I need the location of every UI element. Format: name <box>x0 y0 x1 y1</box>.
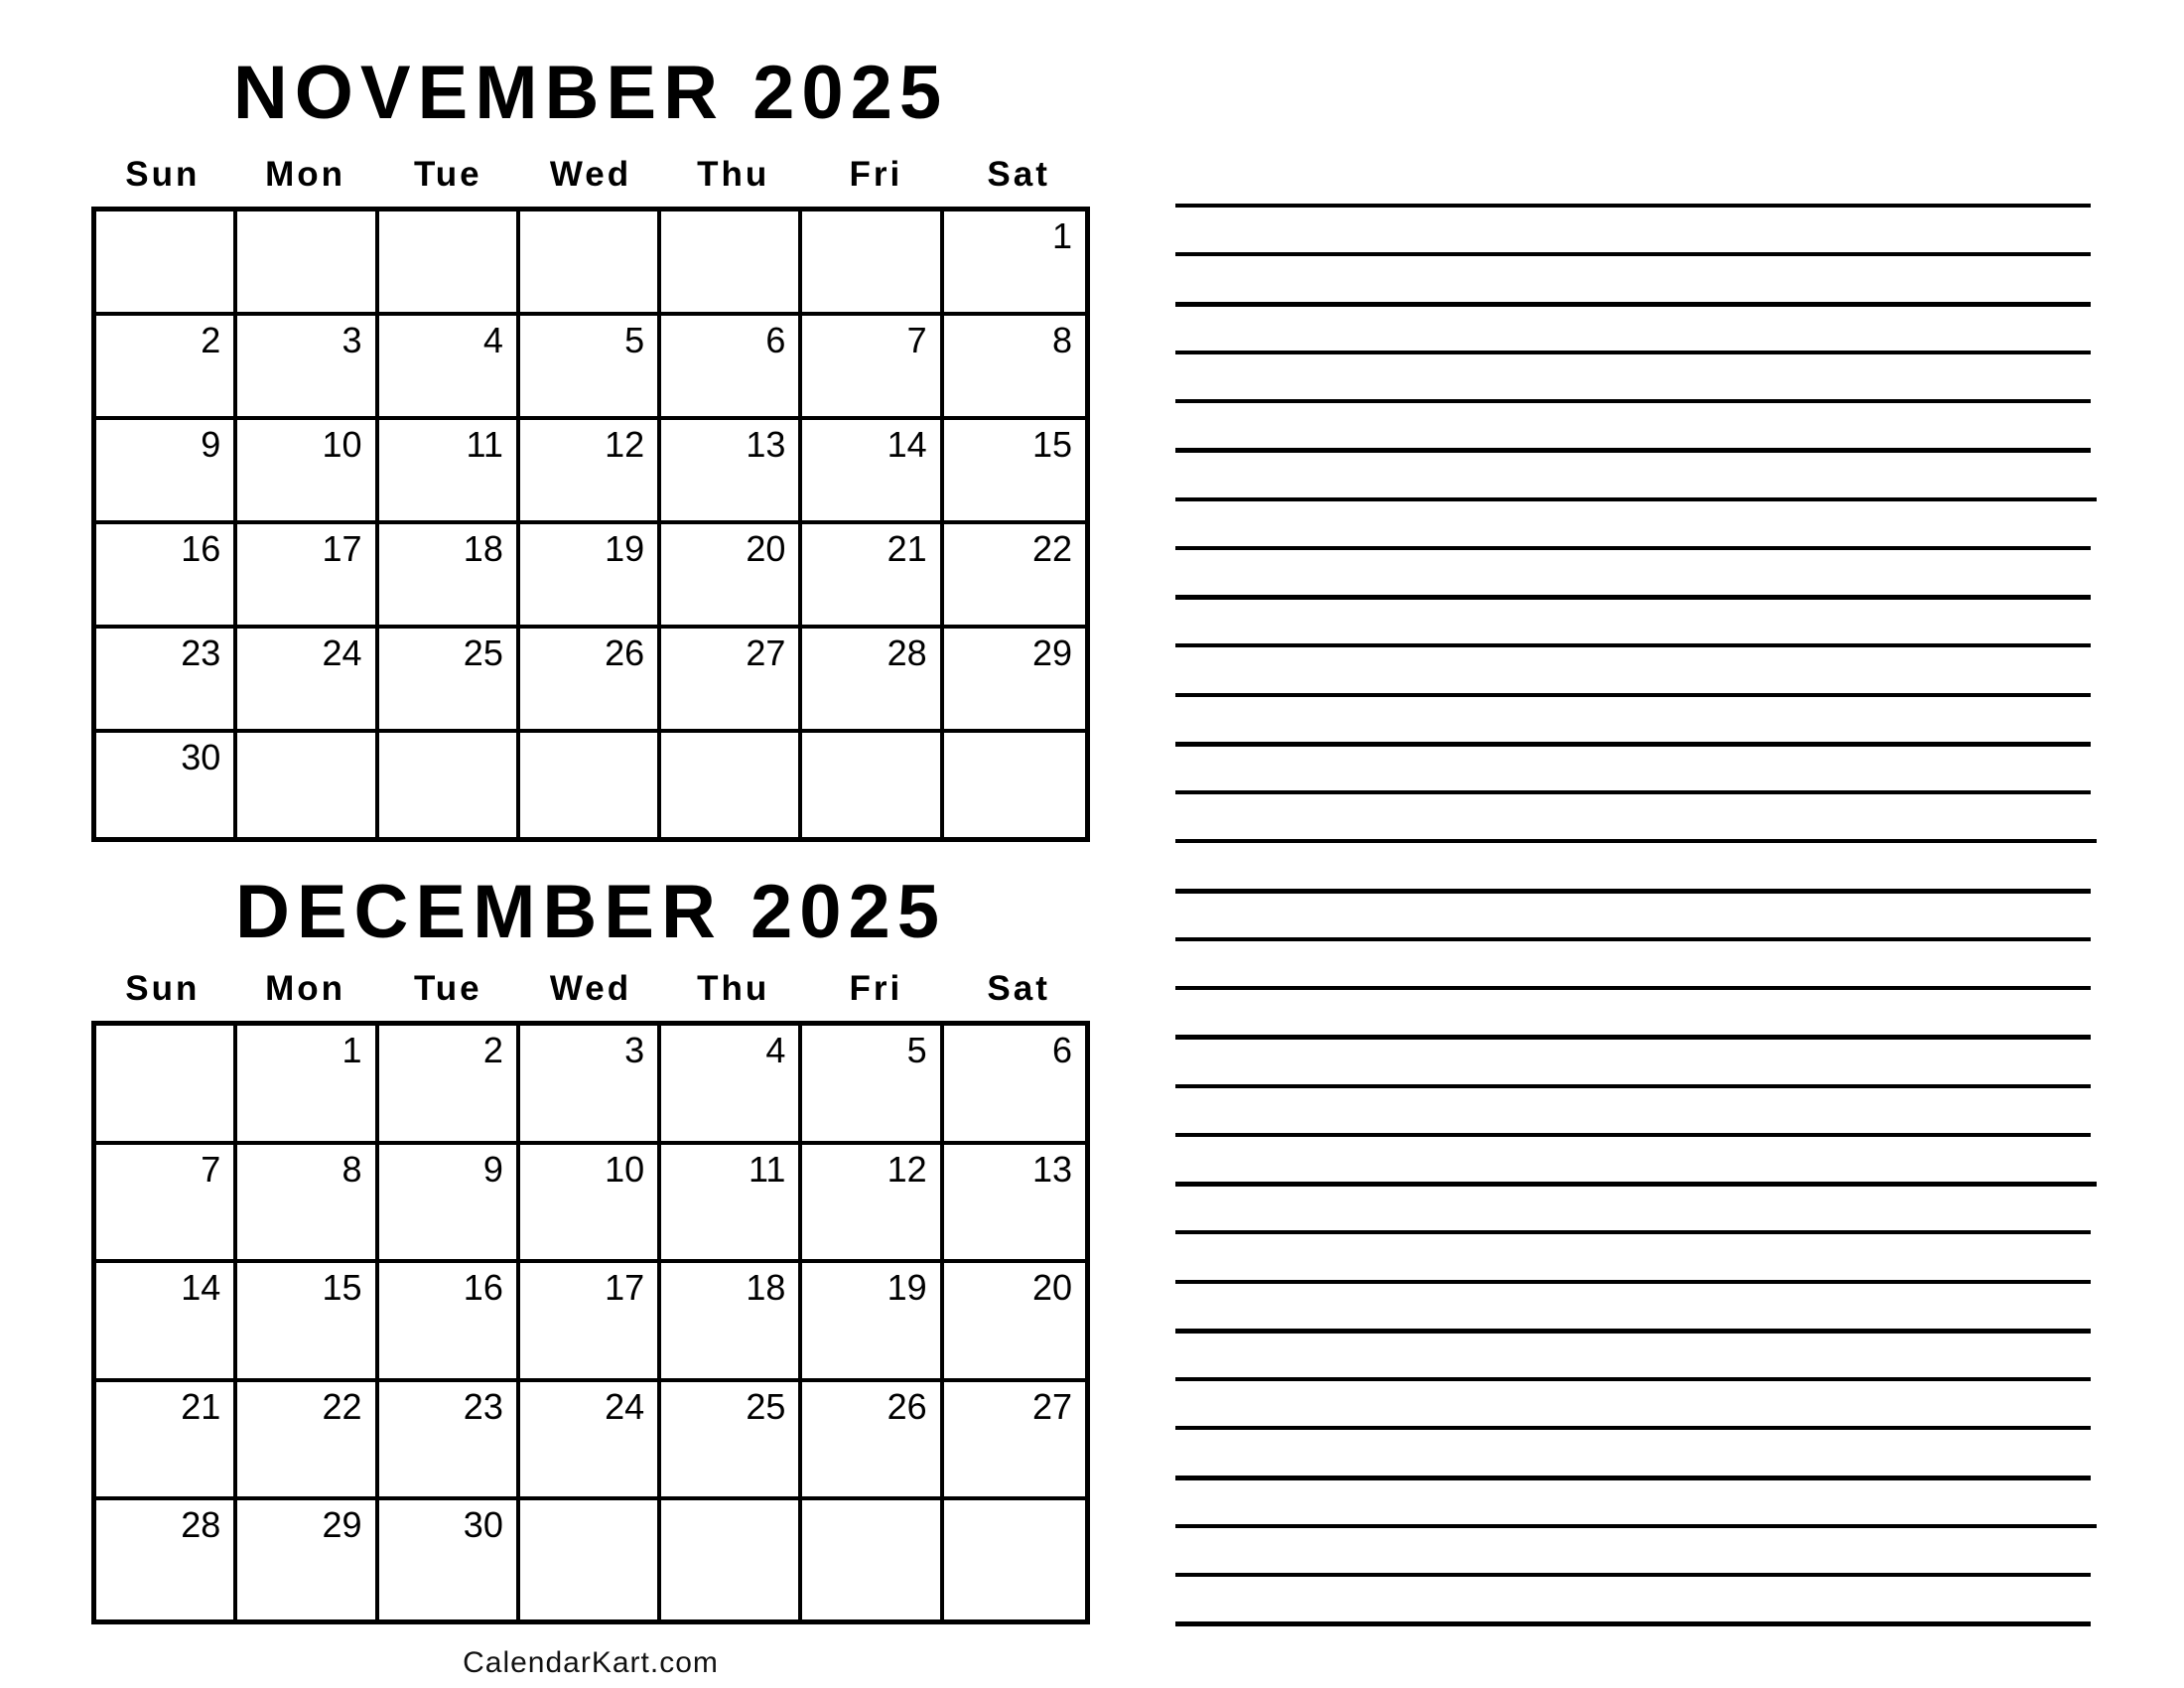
november-grid <box>91 207 1090 842</box>
day-number: 12 <box>887 1148 927 1190</box>
day-number: 23 <box>463 1385 503 1427</box>
note-line <box>1175 595 2091 600</box>
november-weekday-header <box>91 153 1090 197</box>
note-line <box>1175 204 2091 208</box>
day-cell <box>379 1145 520 1264</box>
day-cell <box>802 629 943 733</box>
day-cell <box>944 629 1085 733</box>
day-cell <box>379 1026 520 1145</box>
day-number: 11 <box>749 1148 786 1190</box>
day-cell <box>520 524 661 629</box>
day-number: 10 <box>322 424 362 465</box>
day-cell <box>520 316 661 420</box>
note-line <box>1175 448 2091 453</box>
day-number: 7 <box>906 320 927 360</box>
day-cell <box>944 1500 1085 1619</box>
day-number: 19 <box>605 528 645 569</box>
day-cell <box>520 629 661 733</box>
note-line <box>1175 1133 2091 1137</box>
day-number: 24 <box>322 633 362 673</box>
note-line <box>1175 1280 2091 1284</box>
day-cell <box>379 420 520 524</box>
day-cell <box>802 1500 943 1619</box>
day-number: 21 <box>887 528 927 569</box>
day-cell <box>379 1500 520 1619</box>
day-number: 17 <box>322 528 362 569</box>
day-cell <box>379 1263 520 1382</box>
day-cell <box>379 316 520 420</box>
note-line <box>1175 1035 2091 1040</box>
day-number: 28 <box>887 633 927 673</box>
day-number: 20 <box>1031 1267 1072 1309</box>
day-cell <box>802 1382 943 1501</box>
november-title: NOVEMBER 2025 <box>232 51 949 135</box>
day-cell <box>379 211 520 316</box>
day-cell <box>661 1500 802 1619</box>
day-number: 29 <box>322 1504 362 1546</box>
note-line <box>1175 1621 2091 1626</box>
day-cell <box>96 316 237 420</box>
day-number: 6 <box>765 320 786 360</box>
note-line <box>1175 1524 2097 1528</box>
weekday-label: Tue <box>413 155 482 194</box>
day-cell <box>520 1500 661 1619</box>
day-number: 16 <box>181 528 221 569</box>
day-number: 2 <box>482 1030 503 1070</box>
day-cell <box>661 1026 802 1145</box>
december-grid <box>91 1021 1090 1624</box>
weekday-label: Sat <box>987 155 1050 194</box>
note-line <box>1175 1426 2091 1430</box>
day-cell <box>96 629 237 733</box>
day-number: 10 <box>605 1148 645 1190</box>
note-line <box>1175 252 2091 256</box>
day-number: 2 <box>201 320 221 360</box>
weekday-label: Tue <box>413 969 482 1008</box>
day-cell <box>661 1145 802 1264</box>
day-number: 5 <box>906 1030 927 1070</box>
note-line <box>1175 889 2091 894</box>
day-number: 18 <box>463 528 503 569</box>
note-line <box>1175 643 2091 647</box>
note-line <box>1175 497 2097 501</box>
note-line <box>1175 302 2091 307</box>
day-cell <box>520 420 661 524</box>
weekday-label: Sat <box>987 969 1050 1008</box>
note-line <box>1175 1084 2091 1088</box>
day-cell <box>661 420 802 524</box>
note-line <box>1175 1329 2091 1334</box>
day-cell <box>802 211 943 316</box>
weekday-label: Sun <box>125 155 201 194</box>
day-cell <box>237 420 378 524</box>
day-number: 15 <box>322 1267 362 1309</box>
day-number: 20 <box>746 528 786 569</box>
day-number: 4 <box>765 1030 786 1070</box>
day-number: 22 <box>322 1385 362 1427</box>
footer-brand: CalendarKart.com <box>463 1646 719 1679</box>
day-cell <box>802 1145 943 1264</box>
day-cell <box>944 211 1085 316</box>
note-line <box>1175 1377 2091 1381</box>
day-number: 6 <box>1051 1030 1072 1070</box>
day-cell <box>944 524 1085 629</box>
day-cell <box>379 733 520 837</box>
day-cell <box>96 1145 237 1264</box>
day-cell <box>237 1145 378 1264</box>
day-number: 3 <box>341 320 362 360</box>
day-number: 24 <box>605 1385 645 1427</box>
day-cell <box>520 1263 661 1382</box>
day-number: 21 <box>181 1385 221 1427</box>
weekday-label: Wed <box>549 155 632 194</box>
day-cell <box>237 524 378 629</box>
day-cell <box>661 1263 802 1382</box>
note-line <box>1175 1182 2097 1187</box>
day-cell <box>379 1382 520 1501</box>
weekday-label: Thu <box>697 969 770 1008</box>
day-number: 11 <box>466 424 503 465</box>
day-cell <box>237 1382 378 1501</box>
note-line <box>1175 986 2091 990</box>
day-number: 12 <box>605 424 645 465</box>
note-line <box>1175 546 2091 550</box>
day-cell <box>379 524 520 629</box>
day-cell <box>96 1382 237 1501</box>
note-line <box>1175 693 2091 697</box>
note-line <box>1175 1230 2091 1234</box>
day-number: 8 <box>341 1148 362 1190</box>
day-cell <box>237 211 378 316</box>
weekday-label: Mon <box>265 969 346 1008</box>
day-number: 27 <box>746 633 786 673</box>
day-number: 22 <box>1031 528 1072 569</box>
day-number: 3 <box>624 1030 645 1070</box>
december-title: DECEMBER 2025 <box>234 870 947 954</box>
day-cell <box>661 316 802 420</box>
note-line <box>1175 937 2091 941</box>
day-cell <box>802 1026 943 1145</box>
note-line <box>1175 742 2091 747</box>
day-number: 18 <box>746 1267 786 1309</box>
day-number: 27 <box>1031 1385 1072 1427</box>
day-cell <box>802 316 943 420</box>
weekday-label: Mon <box>265 155 346 194</box>
day-cell <box>944 316 1085 420</box>
note-line <box>1175 399 2091 403</box>
day-cell <box>96 1500 237 1619</box>
day-number: 25 <box>463 633 503 673</box>
day-cell <box>237 1026 378 1145</box>
weekday-label: Fri <box>849 969 903 1008</box>
day-number: 13 <box>746 424 786 465</box>
december-weekday-header <box>91 967 1090 1011</box>
day-number: 8 <box>1051 320 1072 360</box>
day-cell <box>96 211 237 316</box>
day-number: 5 <box>624 320 645 360</box>
day-cell <box>96 733 237 837</box>
day-cell <box>379 629 520 733</box>
day-cell <box>237 733 378 837</box>
day-number: 26 <box>887 1385 927 1427</box>
day-cell <box>802 733 943 837</box>
day-cell <box>96 1026 237 1145</box>
note-line <box>1175 839 2097 843</box>
day-cell <box>96 1263 237 1382</box>
note-line <box>1175 1476 2091 1480</box>
day-cell <box>520 1026 661 1145</box>
day-cell <box>944 1145 1085 1264</box>
day-cell <box>944 1382 1085 1501</box>
day-number: 9 <box>482 1148 503 1190</box>
day-cell <box>802 524 943 629</box>
day-number: 9 <box>201 424 221 465</box>
day-number: 29 <box>1031 633 1072 673</box>
day-cell <box>944 1026 1085 1145</box>
day-cell <box>944 1263 1085 1382</box>
day-cell <box>520 211 661 316</box>
day-number: 4 <box>482 320 503 360</box>
note-line <box>1175 351 2091 354</box>
day-cell <box>520 1145 661 1264</box>
day-number: 26 <box>605 633 645 673</box>
day-cell <box>237 316 378 420</box>
day-cell <box>520 733 661 837</box>
day-number: 1 <box>1051 215 1072 256</box>
day-number: 14 <box>887 424 927 465</box>
day-cell <box>944 420 1085 524</box>
day-number: 19 <box>887 1267 927 1309</box>
day-number: 7 <box>201 1148 221 1190</box>
day-number: 30 <box>181 737 221 777</box>
day-cell <box>96 524 237 629</box>
day-cell <box>661 211 802 316</box>
day-number: 25 <box>746 1385 786 1427</box>
day-number: 14 <box>181 1267 221 1309</box>
weekday-label: Fri <box>849 155 903 194</box>
note-line <box>1175 1573 2091 1577</box>
day-cell <box>237 1500 378 1619</box>
day-cell <box>802 1263 943 1382</box>
day-number: 13 <box>1031 1148 1072 1190</box>
day-number: 30 <box>463 1504 503 1546</box>
day-cell <box>237 1263 378 1382</box>
day-cell <box>237 629 378 733</box>
weekday-label: Wed <box>549 969 632 1008</box>
day-cell <box>802 420 943 524</box>
day-number: 15 <box>1031 424 1072 465</box>
day-cell <box>661 1382 802 1501</box>
day-number: 17 <box>605 1267 645 1309</box>
day-number: 23 <box>181 633 221 673</box>
day-number: 1 <box>341 1030 362 1070</box>
day-cell <box>661 524 802 629</box>
day-number: 16 <box>463 1267 503 1309</box>
day-number: 28 <box>181 1504 221 1546</box>
day-cell <box>661 629 802 733</box>
day-cell <box>944 733 1085 837</box>
day-cell <box>661 733 802 837</box>
day-cell <box>96 420 237 524</box>
weekday-label: Sun <box>125 969 201 1008</box>
note-line <box>1175 790 2091 794</box>
day-cell <box>520 1382 661 1501</box>
weekday-label: Thu <box>697 155 770 194</box>
